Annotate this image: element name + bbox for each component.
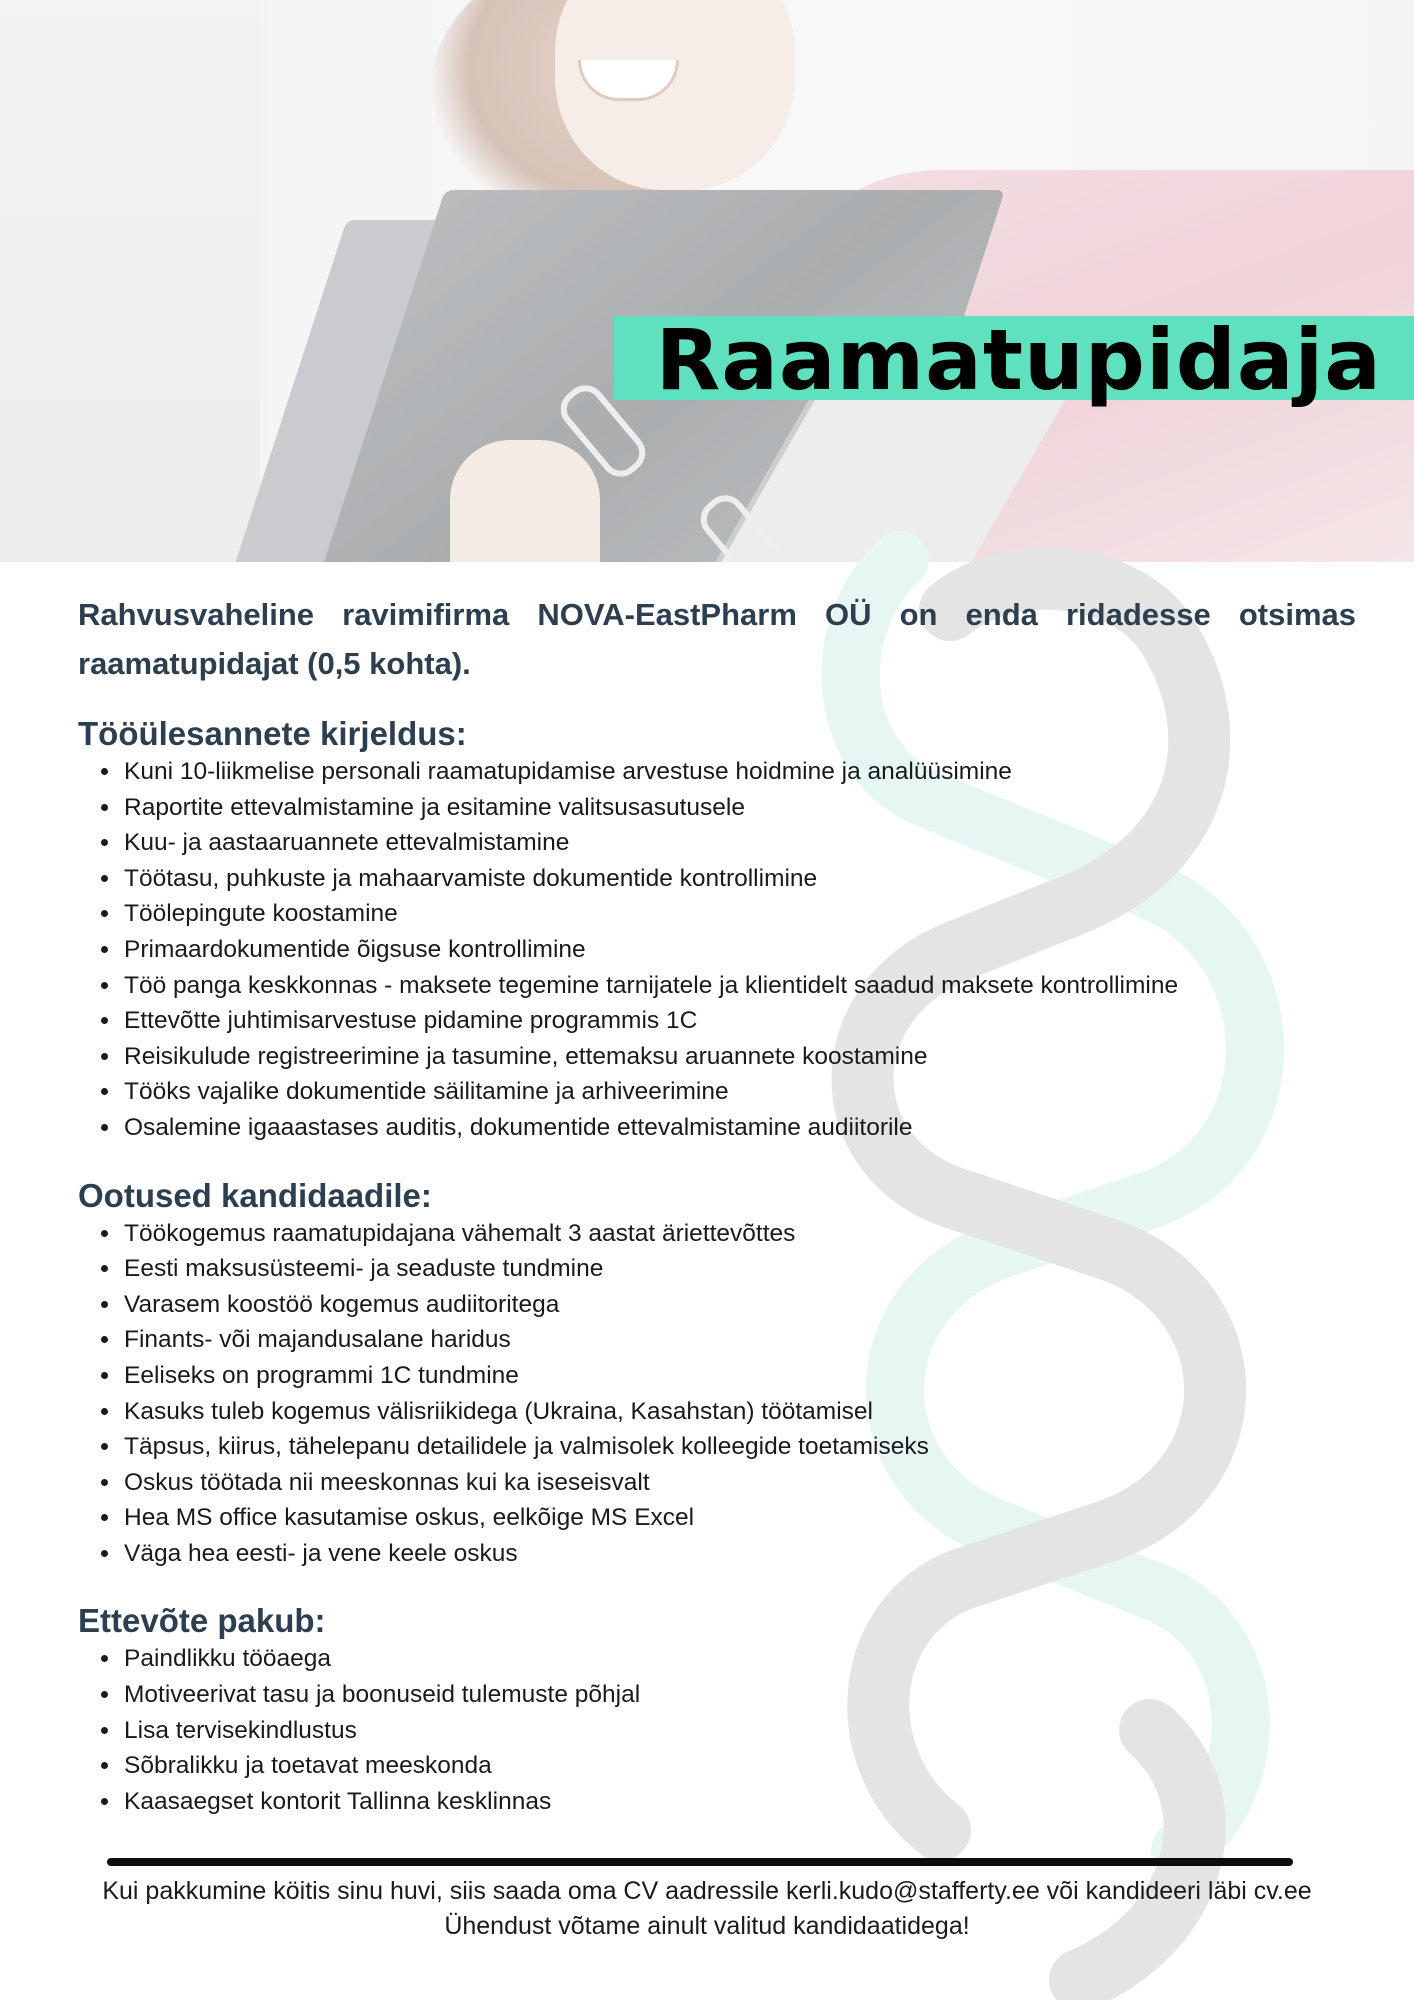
list-item: • Kasuks tuleb kogemus välisriikidega (Ukraina, Kasahstan) töötamisel: [122, 1394, 1356, 1430]
list-item: • Töölepingute koostamine: [122, 896, 1356, 932]
list-item: • Töökogemus raamatupidajana vähemalt 3 aastat äriettevõttes: [122, 1216, 1356, 1252]
section-title-tasks: Tööülesannete kirjeldus:: [78, 715, 467, 752]
intro-text: Rahvusvaheline ravimifirma NOVA-EastPharm OÜ on enda ridadesse otsimas raamatupidajat (0,5 kohta).: [78, 597, 1356, 681]
task-list: [78, 754, 1356, 1146]
list-item: • Oskus töötada nii meeskonnas kui ka iseseisvalt: [122, 1465, 1356, 1501]
hero-veil: [0, 0, 1414, 562]
list-item: • Väga hea eesti- ja vene keele oskus: [122, 1536, 1356, 1572]
section-title-offer: Ettevõte pakub:: [78, 1602, 326, 1640]
section-title-expectations: Ootused kandidaadile:: [78, 1176, 432, 1214]
list-item: • Täpsus, kiirus, tähelepanu detailidele ja valmisolek kolleegide toetamiseks: [122, 1429, 1356, 1465]
footer-contact-text: Kui pakkumine köitis sinu huvi, siis saada oma CV aadressile kerli.kudo@stafferty.ee või kandideeri läbi cv.ee: [102, 1877, 1312, 1905]
list-item: • Raportite ettevalmistamine ja esitamine valitsusasutusele: [122, 790, 1356, 826]
list-item: • Hea MS office kasutamise oskus, eelkõige MS Excel: [122, 1500, 1356, 1536]
list-item: • Sõbralikku ja toetavat meeskonda: [122, 1748, 1356, 1784]
list-item: • Tööks vajalike dokumentide säilitamine ja arhiveerimine: [122, 1074, 1356, 1110]
list-item: • Primaardokumentide õigsuse kontrollimine: [122, 932, 1356, 968]
list-item: • Paindlikku tööaega: [122, 1641, 1356, 1677]
list-item: • Osalemine igaaastases auditis, dokumentide ettevalmistamine audiitorile: [122, 1110, 1356, 1146]
list-item: • Varasem koostöö kogemus audiitoritega: [122, 1287, 1356, 1323]
list-item: • Töötasu, puhkuste ja mahaarvamiste dokumentide kontrollimine: [122, 861, 1356, 897]
list-item: • Reisikulude registreerimine ja tasumine, ettemaksu aruannete koostamine: [122, 1039, 1356, 1075]
list-item: • Kaasaegset kontorit Tallinna kesklinnas: [122, 1784, 1356, 1820]
list-item: • Kuni 10-liikmelise personali raamatupidamise arvestuse hoidmine ja analüüsimine: [122, 754, 1356, 790]
page-title: Raamatupidaja: [655, 311, 1382, 409]
expectations-list: [78, 1216, 1356, 1572]
list-item: • Motiveerivat tasu ja boonuseid tulemuste põhjal: [122, 1677, 1356, 1713]
list-item: • Eesti maksusüsteemi- ja seaduste tundmine: [122, 1251, 1356, 1287]
hero-image: [0, 0, 1414, 562]
list-item: • Töö panga keskkonnas - maksete tegemine tarnijatele ja klientidelt saadud maksete kontrollimine: [122, 968, 1356, 1004]
footer-note: Ühendust võtame ainult valitud kandidaatidega!: [444, 1912, 970, 1940]
divider: [107, 1858, 1293, 1866]
list-item: • Finants- või majandusalane haridus: [122, 1322, 1356, 1358]
list-item: • Kuu- ja aastaaruannete ettevalmistamine: [122, 825, 1356, 861]
job-description: [78, 590, 1356, 1819]
footer: [90, 1874, 1324, 1944]
offer-list: [78, 1641, 1356, 1819]
list-item: • Ettevõtte juhtimisarvestuse pidamine programmis 1C: [122, 1003, 1356, 1039]
list-item: • Lisa tervisekindlustus: [122, 1713, 1356, 1749]
list-item: • Eeliseks on programmi 1C tundmine: [122, 1358, 1356, 1394]
